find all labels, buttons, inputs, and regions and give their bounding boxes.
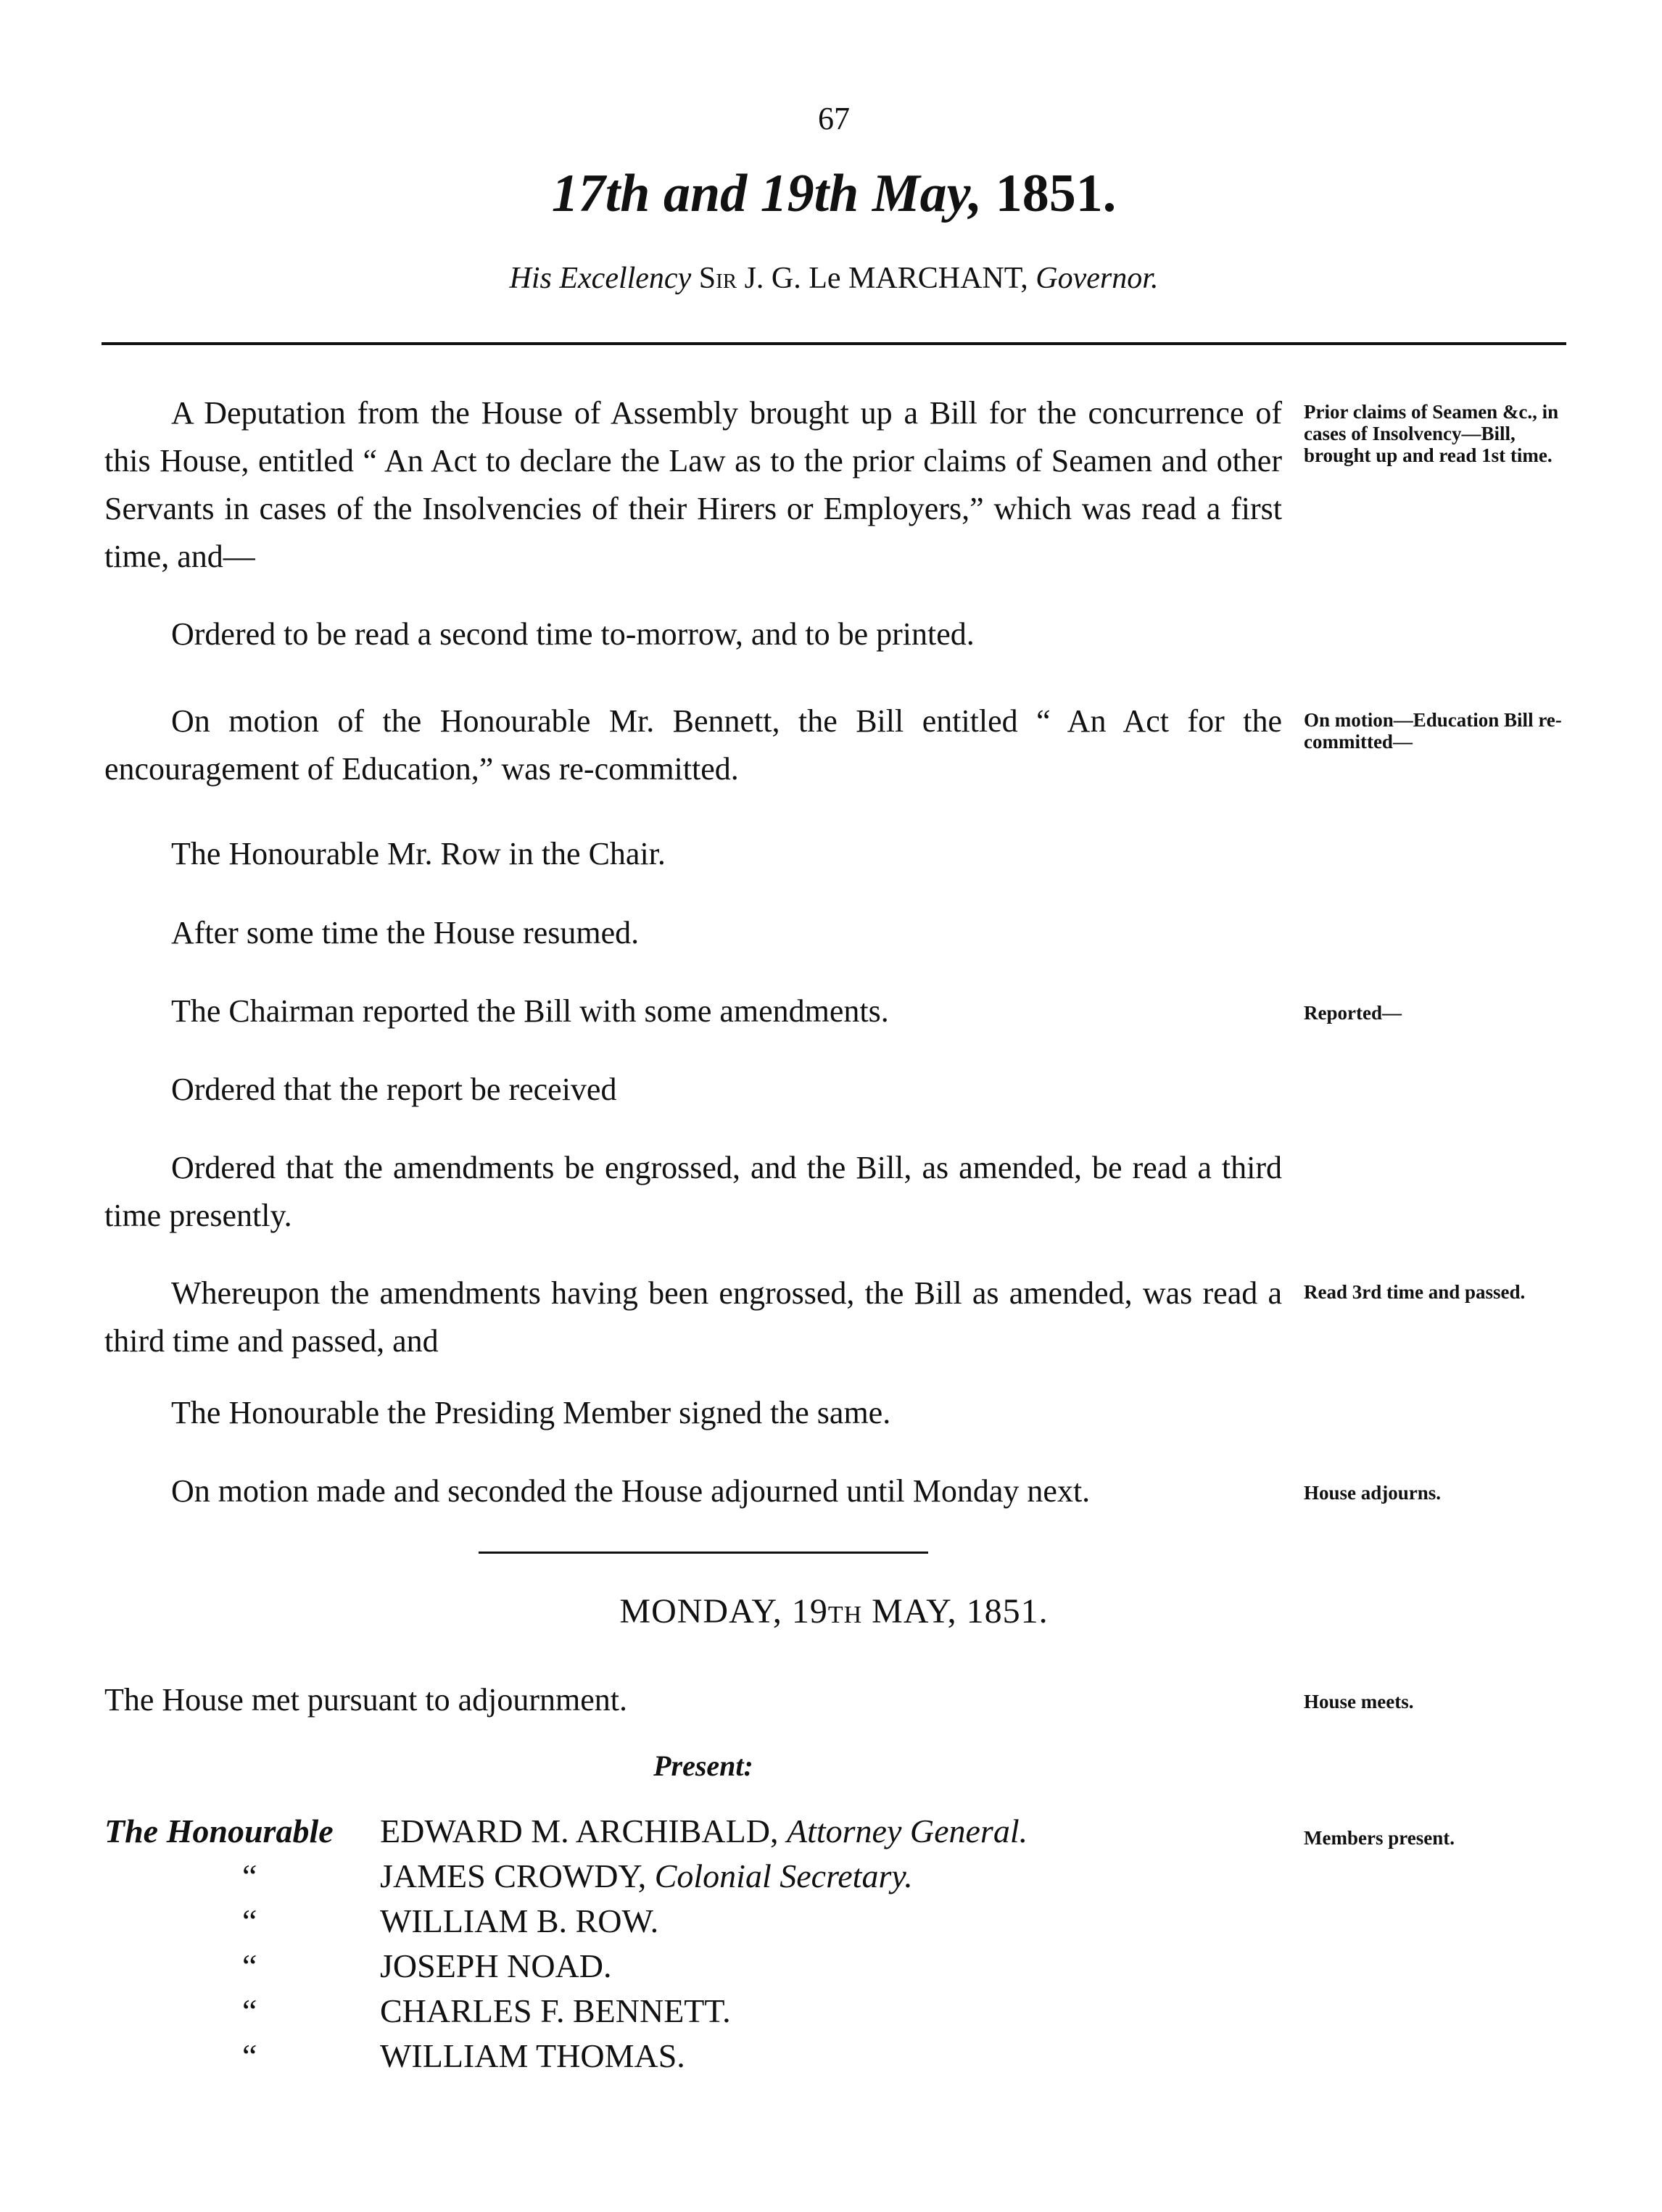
- member-name-text: JOSEPH NOAD.: [380, 1947, 612, 1984]
- member-row: [104, 1809, 1294, 1854]
- governor-sir: Sir: [698, 262, 737, 295]
- margin-note-adjourns: House adjourns.: [1304, 1482, 1442, 1504]
- member-name-text: JAMES CROWDY,: [380, 1857, 647, 1894]
- page-title: [218, 163, 1450, 225]
- member-row: [104, 1899, 1294, 1944]
- paragraph-chair: The Honourable Mr. Row in the Chair.: [171, 836, 666, 871]
- ditto-mark: “: [242, 1947, 257, 1984]
- section-rule: [479, 1552, 928, 1554]
- governor-title: Governor.: [1035, 262, 1159, 295]
- title-year: 1851.: [995, 164, 1117, 223]
- section-heading-monday: [218, 1591, 1450, 1631]
- title-day2: 19th: [760, 164, 859, 223]
- member-name: [380, 2034, 685, 2079]
- paragraph-resumed: After some time the House resumed.: [171, 915, 640, 950]
- ditto-mark: “: [242, 2037, 257, 2074]
- present-label: Present:: [653, 1749, 753, 1782]
- member-name-text: CHARLES F. BENNETT.: [380, 1992, 731, 2029]
- paragraph-report-received: Ordered that the report be received: [171, 1072, 617, 1107]
- governor-prefix: His Excellency: [509, 262, 692, 295]
- governor-line: [218, 261, 1450, 296]
- member-row: [104, 2034, 1294, 2079]
- header-rule: [102, 342, 1566, 345]
- margin-note-reported: Reported—: [1304, 1002, 1402, 1024]
- title-day1: 17th: [551, 164, 650, 223]
- ditto-mark: “: [242, 1902, 257, 1939]
- page-number: 67: [818, 101, 850, 136]
- members-list: [104, 1809, 1294, 2079]
- margin-note-members-present: Members present.: [1304, 1827, 1455, 1849]
- margin-note-meets: House meets.: [1304, 1691, 1414, 1712]
- paragraph-adjourned: On motion made and seconded the House adjourned until Monday next.: [171, 1473, 1091, 1509]
- member-row: [104, 1944, 1294, 1989]
- member-title: Attorney General.: [786, 1813, 1028, 1849]
- member-name: [380, 1944, 611, 1989]
- member-name: [380, 1899, 658, 1944]
- paragraph-engrossed: Ordered that the amendments be engrossed, and the Bill, as amended, be read a third time presently.: [104, 1150, 1282, 1233]
- member-name: [380, 1809, 1028, 1854]
- member-name: [380, 1854, 913, 1899]
- monday-heading-th: TH: [827, 1602, 863, 1628]
- paragraph-chairman-reported: The Chairman reported the Bill with some amendments.: [171, 993, 889, 1029]
- member-name: [380, 1989, 731, 2034]
- member-name-text: EDWARD M. ARCHIBALD,: [380, 1813, 779, 1849]
- title-month: May,: [872, 164, 983, 223]
- paragraph-signed: The Honourable the Presiding Member signed the same.: [171, 1395, 891, 1430]
- monday-heading-part-a: MONDAY, 19: [619, 1592, 828, 1631]
- paragraph-third-time: Whereupon the amendments having been engrossed, the Bill as amended, was read a third time and passed, and: [104, 1275, 1282, 1359]
- governor-name: J. G. Le MARCHANT,: [744, 262, 1028, 295]
- member-name-text: WILLIAM B. ROW.: [380, 1902, 659, 1939]
- member-name-text: WILLIAM THOMAS.: [380, 2037, 685, 2074]
- title-and: and: [663, 164, 748, 223]
- paragraph-second-reading: Ordered to be read a second time to-morrow, and to be printed.: [171, 616, 975, 652]
- margin-note-education: On motion—Education Bill re-committed—: [1304, 709, 1562, 753]
- member-prefix: The Honourable: [104, 1813, 334, 1849]
- paragraph-deputation: A Deputation from the House of Assembly brought up a Bill for the concurrence of this House, entitled “ An Act to declare the Law as to the prior claims of Seamen and other Servants in cases of the Insolvencies of their Hirers or Employers,” which was read a first time, and—: [104, 395, 1282, 574]
- ditto-mark: “: [242, 1992, 257, 2029]
- ditto-mark: “: [242, 1857, 257, 1894]
- paragraph-house-met: The House met pursuant to adjournment.: [104, 1682, 627, 1718]
- member-row: [104, 1854, 1294, 1899]
- monday-heading-part-b: MAY, 1851.: [862, 1592, 1049, 1631]
- margin-note-prior-claims: Prior claims of Seamen &c., in cases of Insolvency—Bill, brought up and read 1st time.: [1304, 401, 1559, 466]
- member-title: Colonial Secretary.: [654, 1857, 913, 1894]
- member-row: [104, 1989, 1294, 2034]
- margin-note-third-time: Read 3rd time and passed.: [1304, 1281, 1526, 1303]
- paragraph-education-motion: On motion of the Honourable Mr. Bennett, the Bill entitled “ An Act for the encouragement of Education,” was re-committed.: [104, 703, 1282, 787]
